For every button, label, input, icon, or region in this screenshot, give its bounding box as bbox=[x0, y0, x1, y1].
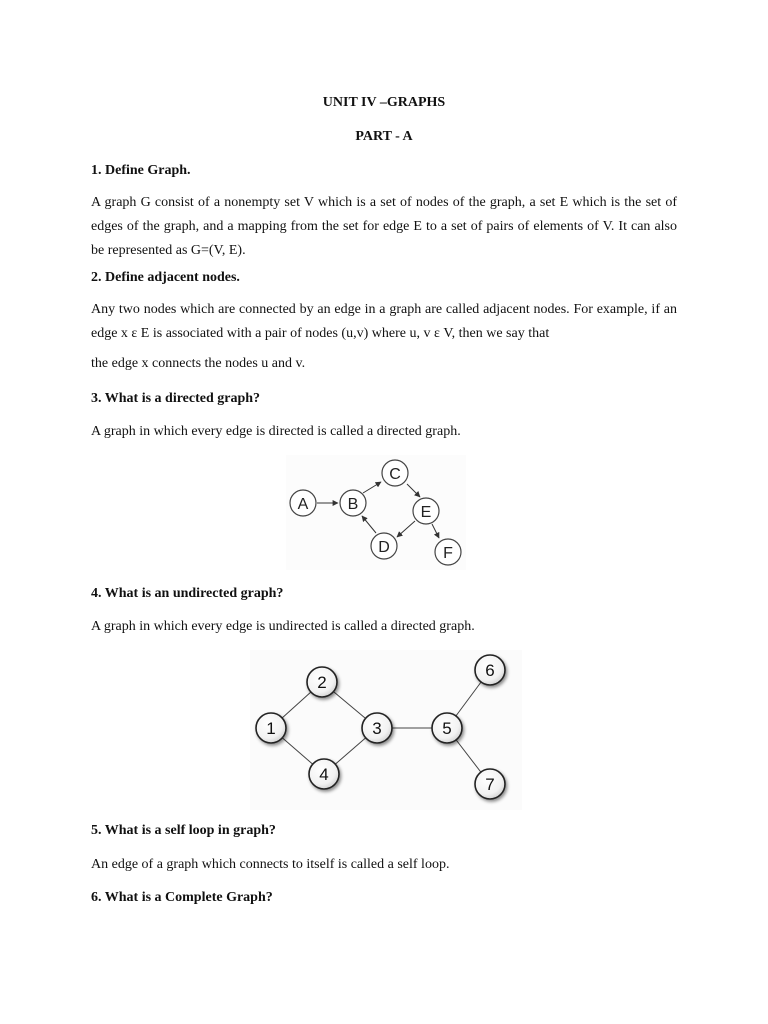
node-b bbox=[340, 490, 366, 516]
question-5-heading: 5. What is a self loop in graph? bbox=[91, 823, 276, 838]
node-a bbox=[290, 490, 316, 516]
svg-text:C: C bbox=[389, 466, 401, 483]
question-2-heading: 2. Define adjacent nodes. bbox=[91, 270, 240, 285]
question-2-answer: Any two nodes which are connected by an edge in a graph are called adjacent nodes. For example, if an edge x ε E is associated with a pair of nodes (u,v) where u, v ε V, then we say that bbox=[91, 302, 677, 341]
part-title: PART - A bbox=[355, 129, 413, 144]
question-4-heading: 4. What is an undirected graph? bbox=[91, 586, 284, 601]
node-d bbox=[371, 533, 397, 559]
question-1-answer: A graph G consist of a nonempty set V which is a set of nodes of the graph, a set E which is the set of edges of the graph, and a mapping from the set for edge E to a set of pairs of elements of V. It can also be represented as G=(V, E). bbox=[91, 195, 677, 258]
node-6 bbox=[475, 655, 505, 685]
question-3-answer: A graph in which every edge is directed is called a directed graph. bbox=[91, 424, 461, 439]
question-5-answer: An edge of a graph which connects to itself is called a self loop. bbox=[91, 857, 450, 872]
question-3-heading: 3. What is a directed graph? bbox=[91, 391, 261, 406]
node-4 bbox=[309, 759, 339, 789]
svg-text:E: E bbox=[420, 504, 432, 521]
unit-title: UNIT IV –GRAPHS bbox=[322, 95, 446, 110]
svg-text:6: 6 bbox=[485, 661, 495, 680]
svg-text:B: B bbox=[347, 496, 359, 513]
node-3 bbox=[362, 713, 392, 743]
svg-text:F: F bbox=[443, 545, 453, 562]
question-4-answer: A graph in which every edge is undirected is called a directed graph. bbox=[91, 619, 475, 634]
directed-graph-figure bbox=[286, 455, 466, 570]
node-1 bbox=[256, 713, 286, 743]
svg-text:2: 2 bbox=[317, 673, 327, 692]
question-1-heading: 1. Define Graph. bbox=[91, 163, 191, 178]
svg-text:D: D bbox=[378, 539, 390, 556]
node-f bbox=[435, 539, 461, 565]
svg-text:5: 5 bbox=[442, 719, 452, 738]
svg-text:7: 7 bbox=[485, 775, 495, 794]
node-7 bbox=[475, 769, 505, 799]
node-2 bbox=[307, 667, 337, 697]
svg-text:4: 4 bbox=[319, 765, 329, 784]
question-6-heading: 6. What is a Complete Graph? bbox=[91, 890, 273, 905]
question-2-answer-continued: the edge x connects the nodes u and v. bbox=[91, 356, 306, 371]
svg-text:3: 3 bbox=[372, 719, 382, 738]
node-c bbox=[382, 460, 408, 486]
svg-text:1: 1 bbox=[266, 719, 276, 738]
undirected-graph-figure bbox=[250, 650, 522, 810]
node-5 bbox=[432, 713, 462, 743]
node-e bbox=[413, 498, 439, 524]
svg-text:A: A bbox=[297, 496, 309, 513]
